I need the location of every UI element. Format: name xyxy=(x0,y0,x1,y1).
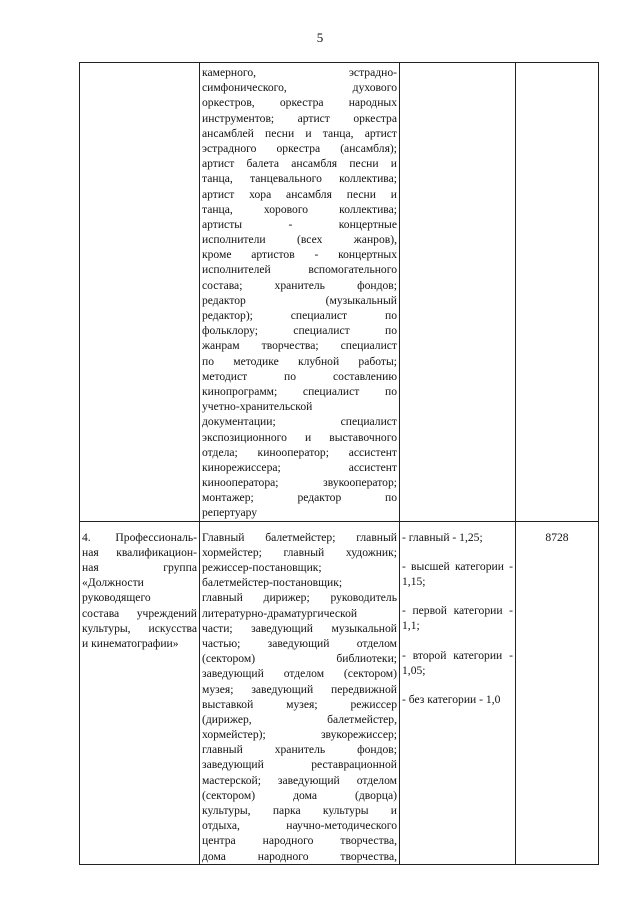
text-line: - главный - 1,25; xyxy=(402,530,483,544)
text-line: хормейстер); звукорежиссер; xyxy=(202,728,397,742)
text-line: режиссер-постановщик; xyxy=(202,561,322,574)
text-line: главный хранитель фондов; xyxy=(202,743,397,757)
text-line: кинооператора; звукооператор; xyxy=(202,476,397,490)
text-line: исполнители (всех жанров), xyxy=(202,233,397,247)
text-line: инструментов; артист оркестра xyxy=(202,111,397,125)
text-line: танца, танцевального коллектива; xyxy=(202,172,397,186)
text-line: «Должности xyxy=(82,576,144,590)
text-line: редактор); специалист по xyxy=(202,309,397,322)
text-line: камерного, эстрадно- xyxy=(202,66,397,79)
text-line: (сектором) дома (дворца) xyxy=(202,788,397,802)
text-line: по методике клубной работы; xyxy=(202,354,397,368)
text-line: хормейстер; главный художник; xyxy=(202,545,397,559)
text-line: литературно-драматургической xyxy=(202,606,358,620)
group-cell xyxy=(80,63,200,522)
text-line: репертуару xyxy=(202,506,258,520)
text-line: симфонического, духового xyxy=(202,81,397,95)
text-line: артист хора ансамбля песни и xyxy=(202,187,397,201)
coefficient-cell xyxy=(400,63,516,522)
text-line: - второй категории - xyxy=(402,648,513,662)
text-line: монтажер; редактор по xyxy=(202,491,397,505)
text-line: ная квалификацион- xyxy=(82,545,197,559)
text-line: - высшей категории - xyxy=(402,559,513,573)
text-line: жанрам творчества; специалист xyxy=(202,339,397,353)
text-line: мастерской; заведующий отделом xyxy=(202,773,397,787)
text-line: учетно-хранительской xyxy=(202,400,313,414)
text-line: заведующий отделом (сектором) xyxy=(202,667,397,681)
text-line: частью; заведующий отделом xyxy=(202,636,397,650)
text-line: и кинематографии» xyxy=(82,636,179,650)
text-line: (сектором) библиотеки; xyxy=(202,652,397,666)
text-line: культуры, искусства xyxy=(82,621,197,635)
text-line: танца, хорового коллектива; xyxy=(202,202,397,216)
text-line: главный дирижер; руководитель xyxy=(202,591,397,605)
text-line: выставкой музея; режиссер xyxy=(202,697,397,711)
text-line: исполнителей вспомогательного xyxy=(202,263,397,277)
text-line: части; заведующий музыкальной xyxy=(202,621,397,635)
salary-cell xyxy=(516,63,599,522)
text-line: ансамблей песни и танца, артист xyxy=(202,126,397,140)
text-line: 1,15; xyxy=(402,575,426,588)
salary-cell: 8728 xyxy=(516,521,599,864)
text-line: дома народного творчества, xyxy=(202,849,397,863)
text-line: редактор (музыкальный xyxy=(202,293,397,307)
group-cell xyxy=(80,521,200,864)
table-row xyxy=(80,63,599,522)
text-line: отдела; кинооператор; ассистент xyxy=(202,445,397,459)
text-line: культуры, парка культуры и xyxy=(202,804,397,817)
positions-cell xyxy=(200,521,400,864)
text-line: экспозиционного и выставочного xyxy=(202,430,397,444)
text-line: состава учреждений xyxy=(82,606,197,620)
text-line: балетмейстер-постановщик; xyxy=(202,576,343,590)
text-line: артист балета ансамбля песни и xyxy=(202,157,397,171)
text-line: 4. Профессиональ- xyxy=(82,530,197,544)
text-line: фольклору; специалист по xyxy=(202,324,397,338)
table-row xyxy=(80,521,599,864)
text-line: 1,05; xyxy=(402,663,426,677)
text-line: руководящего xyxy=(82,591,151,605)
text-line: отдыха, научно-методического xyxy=(202,819,397,833)
text-line: состава; хранитель фондов; xyxy=(202,278,397,292)
text-line: оркестров, оркестра народных xyxy=(202,96,397,110)
text-line: артисты - концертные xyxy=(202,217,397,231)
coefficient-cell xyxy=(400,521,516,864)
text-line: заведующий реставрационной xyxy=(202,758,397,772)
text-line: эстрадного оркестра (ансамбля); xyxy=(202,141,397,155)
text-line: (дирижер, балетмейстер, xyxy=(202,712,397,726)
text-line: методист по составлению xyxy=(202,369,397,383)
text-line: кинопрограмм; специалист по xyxy=(202,384,397,398)
positions-cell xyxy=(200,63,400,522)
page-number: 5 xyxy=(316,30,324,45)
text-line: ная группа xyxy=(82,561,197,574)
text-line: - без категории - 1,0 xyxy=(402,692,501,706)
text-line: 1,1; xyxy=(402,619,420,633)
text-line: кроме артистов - концертных xyxy=(202,248,397,262)
qualification-table xyxy=(79,62,599,865)
text-line: Главный балетмейстер; главный xyxy=(202,530,397,544)
text-line: музея; заведующий передвижной xyxy=(202,682,397,696)
text-line: центра народного творчества, xyxy=(202,834,397,848)
text-line: документации; специалист xyxy=(202,415,397,429)
text-line: - первой категории - xyxy=(402,604,513,618)
text-line: кинорежиссера; ассистент xyxy=(202,460,397,474)
